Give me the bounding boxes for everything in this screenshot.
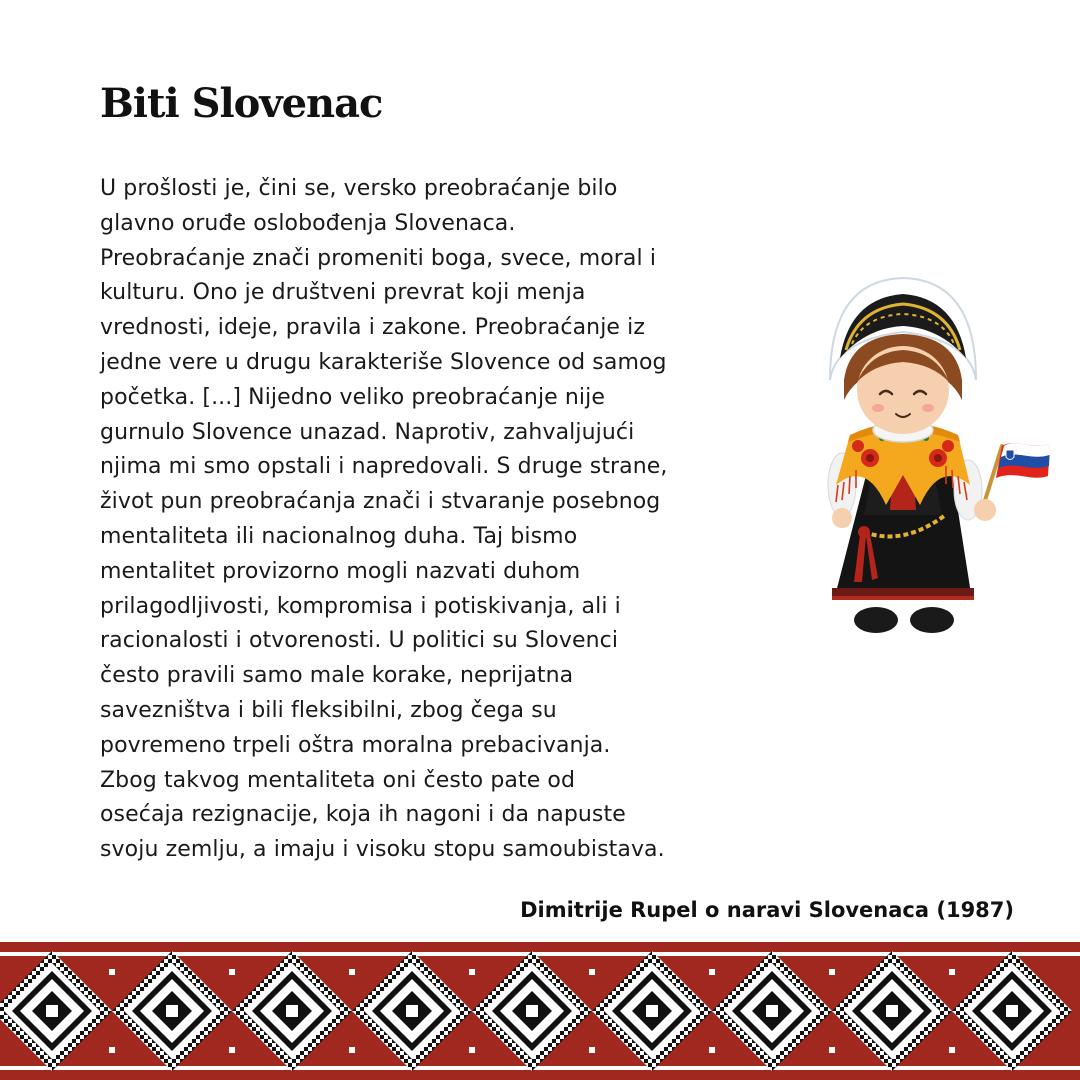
quote-attribution: Dimitrije Rupel o naravi Slovenaca (1987) (520, 898, 1014, 922)
quote-line: osećaja rezignacije, koja ih nagoni i da napuste (100, 802, 626, 828)
quote-paragraph (100, 172, 760, 868)
folk-diamond-pattern-icon (0, 942, 1080, 1080)
quote-line: Zbog takvog mentaliteta oni često pate od (100, 767, 576, 793)
quote-line: kulturu. Ono je društveni prevrat koji menja (100, 280, 586, 306)
quote-line: Preobraćanje znači promeniti boga, svece, moral i (100, 245, 657, 271)
slovenian-folk-costume-girl-icon (820, 270, 1060, 640)
quote-line: jedne vere u drugu karakteriše Slovence od samog (100, 349, 667, 375)
quote-line: mentaliteta ili nacionalnog duha. Taj bismo (100, 523, 578, 549)
page-title: Biti Slovenac (100, 80, 383, 127)
quote-line: svoju zemlju, a imaju i visoku stopu samoubistava. (100, 837, 665, 863)
quote-line: često pravili samo male korake, neprijatna (100, 663, 574, 689)
quote-line: život pun preobraćanja znači i stvaranje posebnog (100, 489, 661, 515)
slovenia-flag-icon (996, 443, 1050, 478)
quote-line: njima mi smo opstali i napredovali. S druge strane, (100, 454, 668, 480)
quote-line: prilagodljivosti, kompromisa i potiskivanja, ali i (100, 593, 621, 619)
quote-line: početka. [...] Nijedno veliko preobraćanje nije (100, 384, 605, 410)
quote-line: gurnulo Slovence unazad. Naprotiv, zahvaljujući (100, 419, 635, 445)
quote-line: mentalitet provizorno mogli nazvati duhom (100, 558, 581, 584)
quote-line: vrednosti, ideje, pravila i zakone. Preobraćanje iz (100, 315, 645, 341)
quote-line: U prošlosti je, čini se, versko preobraćanje bilo (100, 176, 618, 201)
quote-line: povremeno trpeli oštra moralna prebacivanja. (100, 732, 611, 758)
quote-line: racionalosti i otvorenosti. U politici su Slovenci (100, 628, 619, 654)
quote-line: glavno oruđe oslobođenja Slovenaca. (100, 210, 516, 236)
quote-line: savezništva i bili fleksibilni, zbog čega su (100, 697, 557, 723)
